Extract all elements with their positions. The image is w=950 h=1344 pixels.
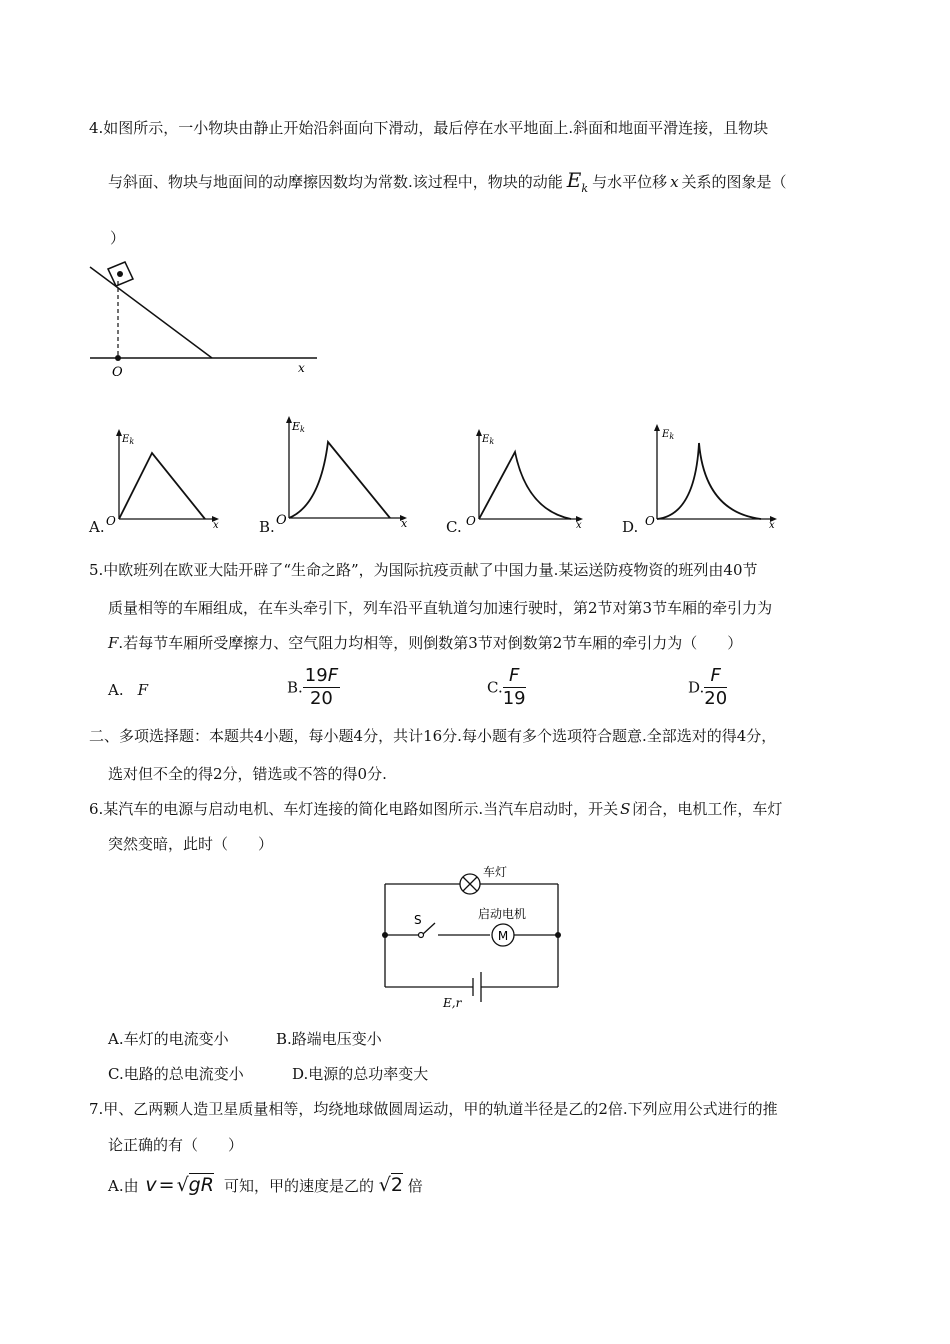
- q7-line2: 论正确的有（ ）: [108, 1136, 244, 1154]
- svg-text:Ek: $E_k$: [662, 429, 675, 441]
- lamp-label: 车灯: [483, 865, 508, 879]
- section2-line1: 二、多项选择题：本题共4小题，每小题4分，共计16分.每小题有多个选项符合题意.全部选对的得4分，: [89, 727, 777, 745]
- svg-text:x: x: [401, 517, 408, 530]
- svg-text:x: x: [576, 520, 582, 531]
- switch-blade: [423, 923, 435, 934]
- curve-a: [119, 453, 205, 519]
- curve-c: [479, 452, 571, 519]
- svg-text:O: O: [106, 514, 116, 528]
- graph-option-d: [643, 420, 788, 535]
- sqrt-two: √2: [378, 1174, 403, 1196]
- ek-symbol: $E_k$: [566, 168, 589, 195]
- section2-line2: 选对但不全的得2分，错选或不答的得0分.: [108, 765, 387, 783]
- q4-option-c-label: C.: [446, 518, 462, 536]
- source-label: E,r: [443, 996, 462, 1010]
- q4-line3: ）: [110, 229, 126, 247]
- q4-option-d-label: D.: [622, 518, 639, 536]
- curve-b: [289, 442, 390, 518]
- q7-option-a: A.由 v = √gR 可知，甲的速度是乙的 √2 倍: [108, 1174, 423, 1196]
- graph-option-c: [465, 425, 590, 535]
- incline-figure: [85, 255, 325, 385]
- q5-option-b: B. $\frac{19F}{20}$: [287, 665, 339, 709]
- figure-origin-label: O: [112, 365, 123, 380]
- q6-option-b: B.路端电压变小: [276, 1030, 382, 1048]
- graph-option-b: [275, 410, 415, 535]
- svg-text:O: O: [645, 514, 655, 528]
- svg-text:x: x: [213, 520, 219, 531]
- svg-text:O: O: [466, 514, 476, 528]
- svg-text:M: M: [497, 929, 509, 943]
- fraction-d: $\frac{F}{20}$: [704, 665, 728, 709]
- svg-text:O: O: [276, 513, 287, 528]
- curve-d: [657, 443, 761, 519]
- fraction-b: $\frac{19F}{20}$: [304, 665, 339, 709]
- svg-text:x: x: [769, 520, 775, 531]
- circuit-diagram: [380, 860, 580, 1010]
- q7-line1: 7.甲、乙两颗人造卫星质量相等，均绕地球做圆周运动，甲的轨道半径是乙的2倍.下列应用公式进行的推: [89, 1100, 778, 1118]
- svg-text:Ek: Ek: [292, 420, 305, 434]
- q4-option-a-label: A.: [89, 518, 105, 536]
- q5-option-d: D. $\frac{F}{20}$: [688, 665, 728, 709]
- graph-option-a: [105, 425, 225, 535]
- motor-label: 启动电机: [478, 907, 527, 921]
- q5-line2: 质量相等的车厢组成，在车头牵引下，列车沿平直轨道匀加速行驶时，第2节对第3节车厢的牵引力为: [108, 599, 773, 617]
- q4-option-b-label: B.: [259, 518, 275, 536]
- switch-label: S: [414, 913, 422, 927]
- q6-option-d: D.电源的总功率变大: [292, 1065, 429, 1083]
- fraction-c: $\frac{F}{19}$: [502, 665, 526, 709]
- q5-line3: F.若每节车厢所受摩擦力、空气阻力均相等，则倒数第3节对倒数第2节车厢的牵引力为（ ）: [108, 634, 743, 652]
- q5-option-a: A. F: [108, 681, 149, 699]
- q6-option-a: A.车灯的电流变小: [108, 1030, 229, 1048]
- q6-option-c: C.电路的总电流变小: [108, 1065, 244, 1083]
- q6-line2: 突然变暗，此时（ ）: [108, 835, 274, 853]
- q5-option-c: C. $\frac{F}{19}$: [487, 665, 526, 709]
- q5-line1: 5.中欧班列在欧亚大陆开辟了“生命之路”，为国际抗疫贡献了中国力量.某运送防疫物资的班列由40节: [89, 561, 758, 579]
- q4-line2: 与斜面、物块与地面间的动摩擦因数均为常数.该过程中，物块的动能 $E_k$ 与水平位移 x 关系的图象是（: [108, 168, 787, 195]
- q6-line1: 6.某汽车的电源与启动电机、车灯连接的简化电路如图所示.当汽车启动时，开关 S 闭合，电机工作，车灯: [89, 800, 783, 818]
- figure-x-label: x: [298, 361, 305, 375]
- svg-text:Ek: $E_k$: [122, 434, 135, 446]
- formula-v-sqrt-gr: v = √gR: [145, 1174, 214, 1196]
- q4-line1: 4.如图所示，一小物块由静止开始沿斜面向下滑动，最后停在水平地面上.斜面和地面平滑连接，且物块: [89, 119, 769, 137]
- svg-text:Ek: $E_k$: [482, 434, 495, 446]
